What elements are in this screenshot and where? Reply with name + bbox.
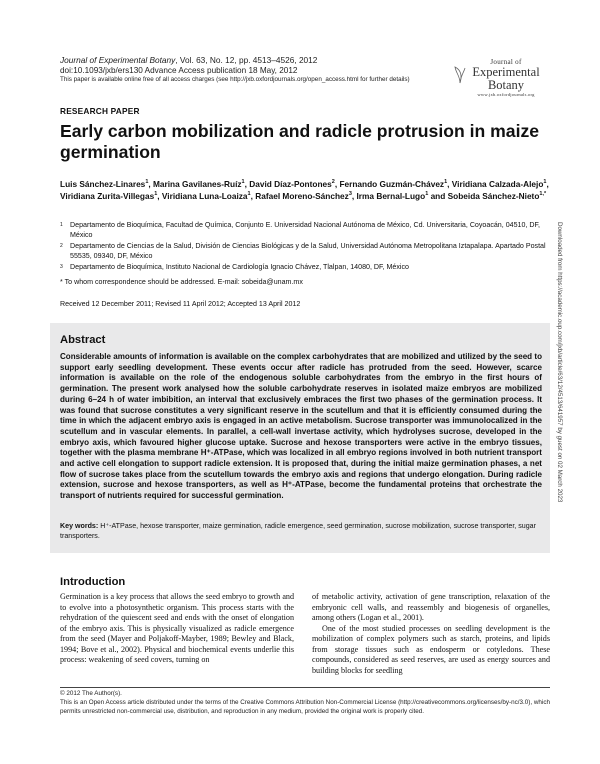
download-sidebar <box>556 222 575 552</box>
affiliations <box>60 221 550 275</box>
affiliation-number: 2 <box>60 243 63 250</box>
license-text: This is an Open Access article distributed under the terms of the Creative Commons Attribution Non-Commercial License (http://creativecommons.org/licenses/by-nc/3.0), which permits unrestricted non-commercial use, distribution, and reproduction in any medium, provided the original work is properly cited. <box>60 698 550 715</box>
author-affiliation-mark: 1,* <box>539 191 547 198</box>
correspondence-note: * To whom correspondence should be addressed. E-mail: sobeida@unam.mx <box>60 278 303 286</box>
intro-column-1 <box>60 592 294 666</box>
keywords <box>60 522 542 542</box>
journal-header <box>60 55 440 85</box>
leaf-logo-icon <box>454 64 466 84</box>
logo-url: www.jxb.oxfordjournals.org <box>477 92 535 97</box>
affiliation-item <box>60 242 550 261</box>
author-affiliation-mark: 3 <box>348 191 352 198</box>
author-name: Marina Gavilanes-Ruíz$^1$ <box>153 179 245 189</box>
received-dates: Received 12 December 2011; Revised 11 April 2012; Accepted 13 April 2012 <box>60 300 301 308</box>
abstract-text: Considerable amounts of information is available on the complex carbohydrates that are mobilized and utilized by the seed to support early seedling development. These events occur after radicle has protruded from the seed. However, scarce information is available on the role of the endogenous soluble carbohydrates from the embryo in the first hours of germination. The present work analysed how the soluble carbohydrate reserves in isolated maize embryos are mobilized during 6–24 h of water imbibition, an interval that exclusively embraces the first two phases of the germination process. It was found that sucrose constitutes a very significant reserve in the scutellum and that it is efficiently consumed during the time in which the adjacent embryo axis is engaged in an active metabolism. Sucrose transporter was immunolocalized in the scutellum and in vascular elements. In parallel, a cell-wall invertase activity, which hydrolyses sucrose, developed in the embryo axis, which favoured higher glucose uptake. Sucrose and hexose transporters were active in the embryo tissues, together with the plasma membrane H⁺-ATPase, which was localized in all embryo regions involved in both nutrient transport and active cell elongation to support radicle extension. It is proposed that, during the initial maize germination phases, a net flow of sucrose takes place from the scutellum towards the embryo axis and regions that undergo elongation. During radicle extension, sucrose and hexose transporters, as well as H⁺-ATPase, become the fundamental proteins that orchestrate the transport of nutrients required for successful germination. <box>60 352 542 501</box>
author-name: Rafael Moreno-Sánchez$^3$ <box>255 191 352 202</box>
journal-name: Journal of Experimental Botany <box>60 55 176 65</box>
author-affiliation-mark: 1 <box>425 191 429 198</box>
citation-details: , Vol. 63, No. 12, pp. 4513–4526, 2012 <box>175 55 318 65</box>
paper-title: Early carbon mobilization and radicle protrusion in maize germination <box>60 121 540 162</box>
download-note[interactable]: Downloaded from https://academic.oup.com/jxb/article/63/12/4513/641957 by guest on 02 March 2023 <box>556 222 563 503</box>
author-name: Viridiana Calzada-Alejo$^1$ <box>451 179 547 189</box>
author-affiliation-mark: 1 <box>241 179 245 186</box>
logo-line-3: Botany <box>487 78 525 92</box>
intro-paragraph-1: Germination is a key process that allows the seed embryo to growth and to evolve into a photosynthetic organism. This process starts with the rehydration of the quiescent seed and ends with the onset of elongation of the embryo axis. This is physically visualized as radicle emergence from the seed (Mayer and Poljakoff-Mayber, 1989; Bewley and Black, 1994; Bove et al., 2002). Physical and biochemical events underlie this process: weakening of seed covers, turning on <box>60 592 294 665</box>
author-affiliation-mark: 1 <box>145 179 149 186</box>
author-name: Sobeida Sánchez-Nieto$^{1,*}$ <box>447 191 547 202</box>
intro-column-2 <box>312 592 550 676</box>
author-affiliation-mark: 1 <box>543 179 547 186</box>
author-affiliation-mark: 1 <box>154 191 158 198</box>
author-affiliation-mark: 1 <box>444 179 448 186</box>
affiliation-number: 3 <box>60 264 63 271</box>
author-name: Luis Sánchez-Linares$^1$ <box>60 179 149 189</box>
intro-paragraph-1-cont: of metabolic activity, activation of gene transcription, relaxation of the embryonic cell walls, and reassembly and biogenesis of organelles, among others (Logan et al., 2001). <box>312 592 550 623</box>
author-affiliation-mark: 1 <box>247 191 251 198</box>
license-footer <box>60 690 550 716</box>
abstract-heading: Abstract <box>60 334 106 346</box>
journal-logo <box>470 58 542 98</box>
logo-line-2: Experimental <box>472 65 540 79</box>
affiliation-number: 1 <box>60 222 63 228</box>
intro-paragraph-2: One of the most studied processes on seedling development is the mobilization of complex polymers such as starch, proteins, and lipids from storage tissues such as endosperm or cotyledons. These compounds, considered as seed reserves, are used as energy sources and building blocks for seedling <box>312 623 550 675</box>
affiliation-text: Departamento de Bioquímica, Facultad de Química, Conjunto E. Universidad Nacional Autónoma de México, Cd. Universitaria, Coyoacán, 04510, DF, México <box>70 221 541 239</box>
citation-line <box>60 55 440 66</box>
keywords-label: Key words: <box>60 522 99 530</box>
introduction-heading: Introduction <box>60 576 126 588</box>
affiliation-text: Departamento de Ciencias de la Salud, División de Ciencias Biológicas y de la Salud, Universidad Autónoma Metropolitana Iztapalapa. Apartado Postal 55535, 09340, DF, México <box>70 242 546 260</box>
author-affiliation-mark: 2 <box>331 179 335 186</box>
affiliation-item <box>60 221 550 240</box>
author-name: Viridiana Zurita-Villegas$^1$ <box>60 191 158 202</box>
doi-line[interactable]: doi:10.1093/jxb/ers130 Advance Access publication 18 May, 2012 <box>60 65 298 75</box>
paper-type: RESEARCH PAPER <box>60 106 140 116</box>
author-name: Irma Bernal-Lugo$^1$ <box>356 191 429 202</box>
open-access-note: This paper is available online free of all access charges (see http://jxb.oxfordjournals.org/open_access.html for further details) <box>60 75 410 83</box>
logo-line-1: Journal of <box>490 58 522 66</box>
copyright-line: © 2012 The Author(s). <box>60 690 122 697</box>
footer-divider <box>60 687 550 688</box>
keywords-text: H⁺-ATPase, hexose transporter, maize germination, radicle emergence, seed germination, sucrose mobilization, sucrose transporter, sugar transporters. <box>60 522 536 540</box>
author-name: David Díaz-Pontones$^2$ <box>249 179 335 189</box>
author-name: Fernando Guzmán-Chávez$^1$ <box>339 179 448 189</box>
author-name: Viridiana Luna-Loaiza$^1$ <box>161 191 251 202</box>
affiliation-item <box>60 263 550 273</box>
affiliation-text: Departamento de Bioquímica, Instituto Nacional de Cardiología Ignacio Chávez, Tlalpan, 14080, DF, México <box>70 263 409 272</box>
author-list: Luis Sánchez-Linares$^1$, Marina Gavilanes-Ruíz$^1$, David Díaz-Pontones$^2$, Fernando Guzmán-Chávez$^1$, Viridiana Calzada-Alejo$^1$, Viridiana Zurita-Villegas$^1$, Viridiana Luna-Loaiza$^1$, Rafael Moreno-Sánchez$^3$, Irma Bernal-Lugo$^1$ and Sobeida Sánchez-Nieto$^{1,*}$ <box>60 179 549 202</box>
